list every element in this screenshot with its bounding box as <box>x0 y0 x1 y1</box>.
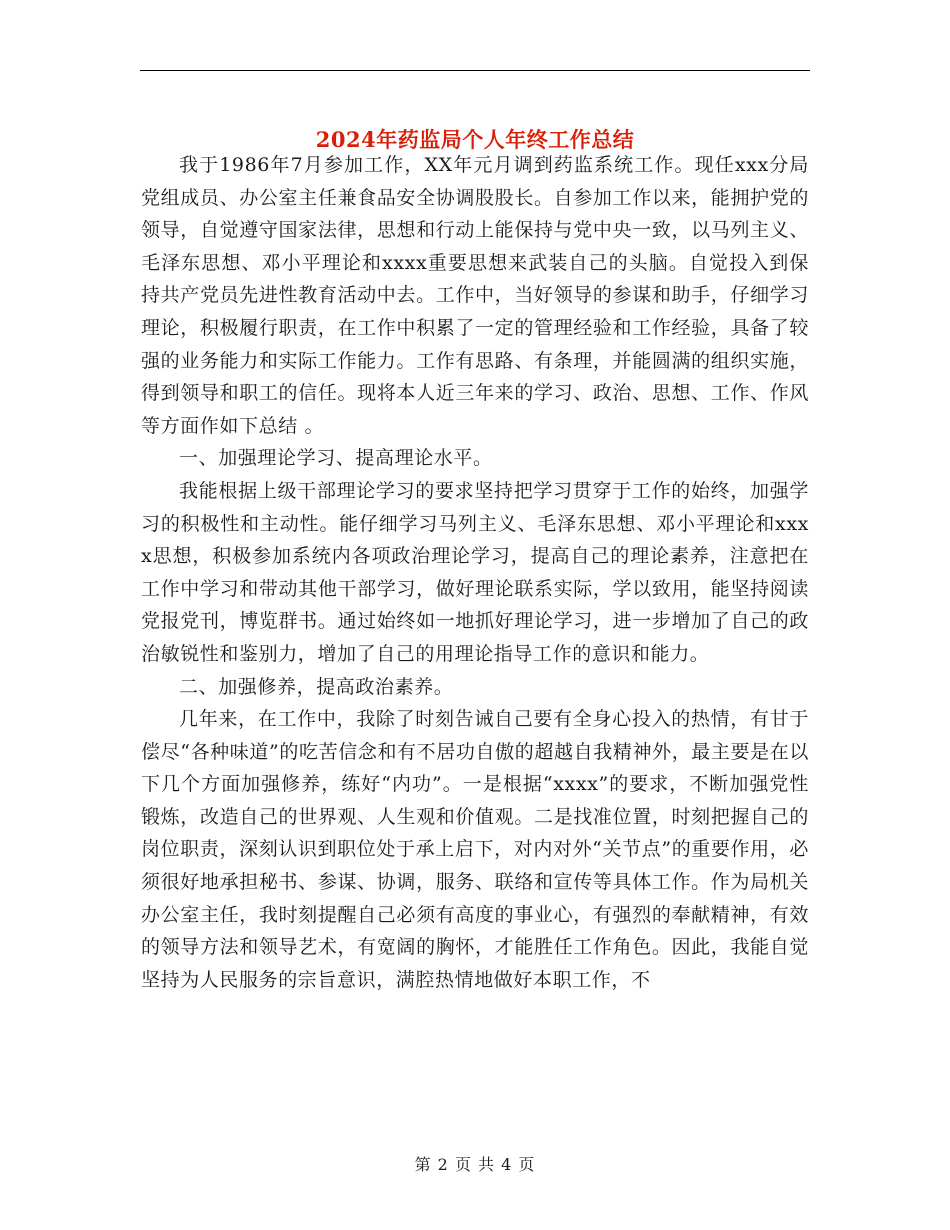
paragraph-theory-study: 我能根据上级干部理论学习的要求坚持把学习贯穿于工作的始终，加强学习的积极性和主动性。能仔细学习马列主义、毛泽东思想、邓小平理论和xxxx思想，积极参加系统内各项政治理论学习，提高自己的理论素养，注意把在工作中学习和带动其他干部学习，做好理论联系实际，学以致用，能坚持阅读党报党刊，博览群书。通过始终如一地抓好理论学习，进一步增加了自己的政治敏锐性和鉴别力，增加了自己的用理论指导工作的意识和能力。 <box>141 479 809 665</box>
document-title: 2024年药监局个人年终工作总结 <box>315 127 635 153</box>
section-heading-1: 一、加强理论学习、提高理论水平。 <box>179 447 493 470</box>
section-heading-2: 二、加强修养，提高政治素养。 <box>179 675 454 698</box>
document-body <box>141 149 809 996</box>
paragraph-political-cultivation: 几年来，在工作中，我除了时刻告诫自己要有全身心投入的热情，有甘于偿尽“各种味道”的吃苦信念和有不居功自傲的超越自我精神外，最主要是在以下几个方面加强修养，练好“内功”。一是根据“xxxx”的要求，不断加强党性锻炼，改造自己的世界观、人生观和价值观。二是找准位置，时刻把握自己的岗位职责，深刻认识到职位处于承上启下，对内对外“关节点”的重要作用，必须很好地承担秘书、参谋、协调，服务、联络和宣传等具体工作。作为局机关办公室主任，我时刻提醒自己必须有高度的事业心，有强烈的奉献精神，有效的领导方法和领导艺术，有宽阔的胸怀，才能胜任工作角色。因此，我能自觉坚持为人民服务的宗旨意识，满腔热情地做好本职工作，不 <box>141 708 809 991</box>
header-rule <box>140 70 810 71</box>
page-number-footer: 第 2 页 共 4 页 <box>414 1155 536 1174</box>
paragraph-intro: 我于1986年7月参加工作，XX年元月调到药监系统工作。现任xxx分局党组成员、办公室主任兼食品安全协调股股长。自参加工作以来，能拥护党的领导，自觉遵守国家法律，思想和行动上能保持与党中央一致，以马列主义、毛泽东思想、邓小平理论和xxxx重要思想来武装自己的头脑。自觉投入到保持共产党员先进性教育活动中去。工作中，当好领导的参谋和助手，仔细学习理论，积极履行职责，在工作中积累了一定的管理经验和工作经验，具备了较强的业务能力和实际工作能力。工作有思路、有条理，并能圆满的组织实施，得到领导和职工的信任。现将本人近三年来的学习、政治、思想、工作、作风等方面作如下总结 。 <box>141 154 809 437</box>
